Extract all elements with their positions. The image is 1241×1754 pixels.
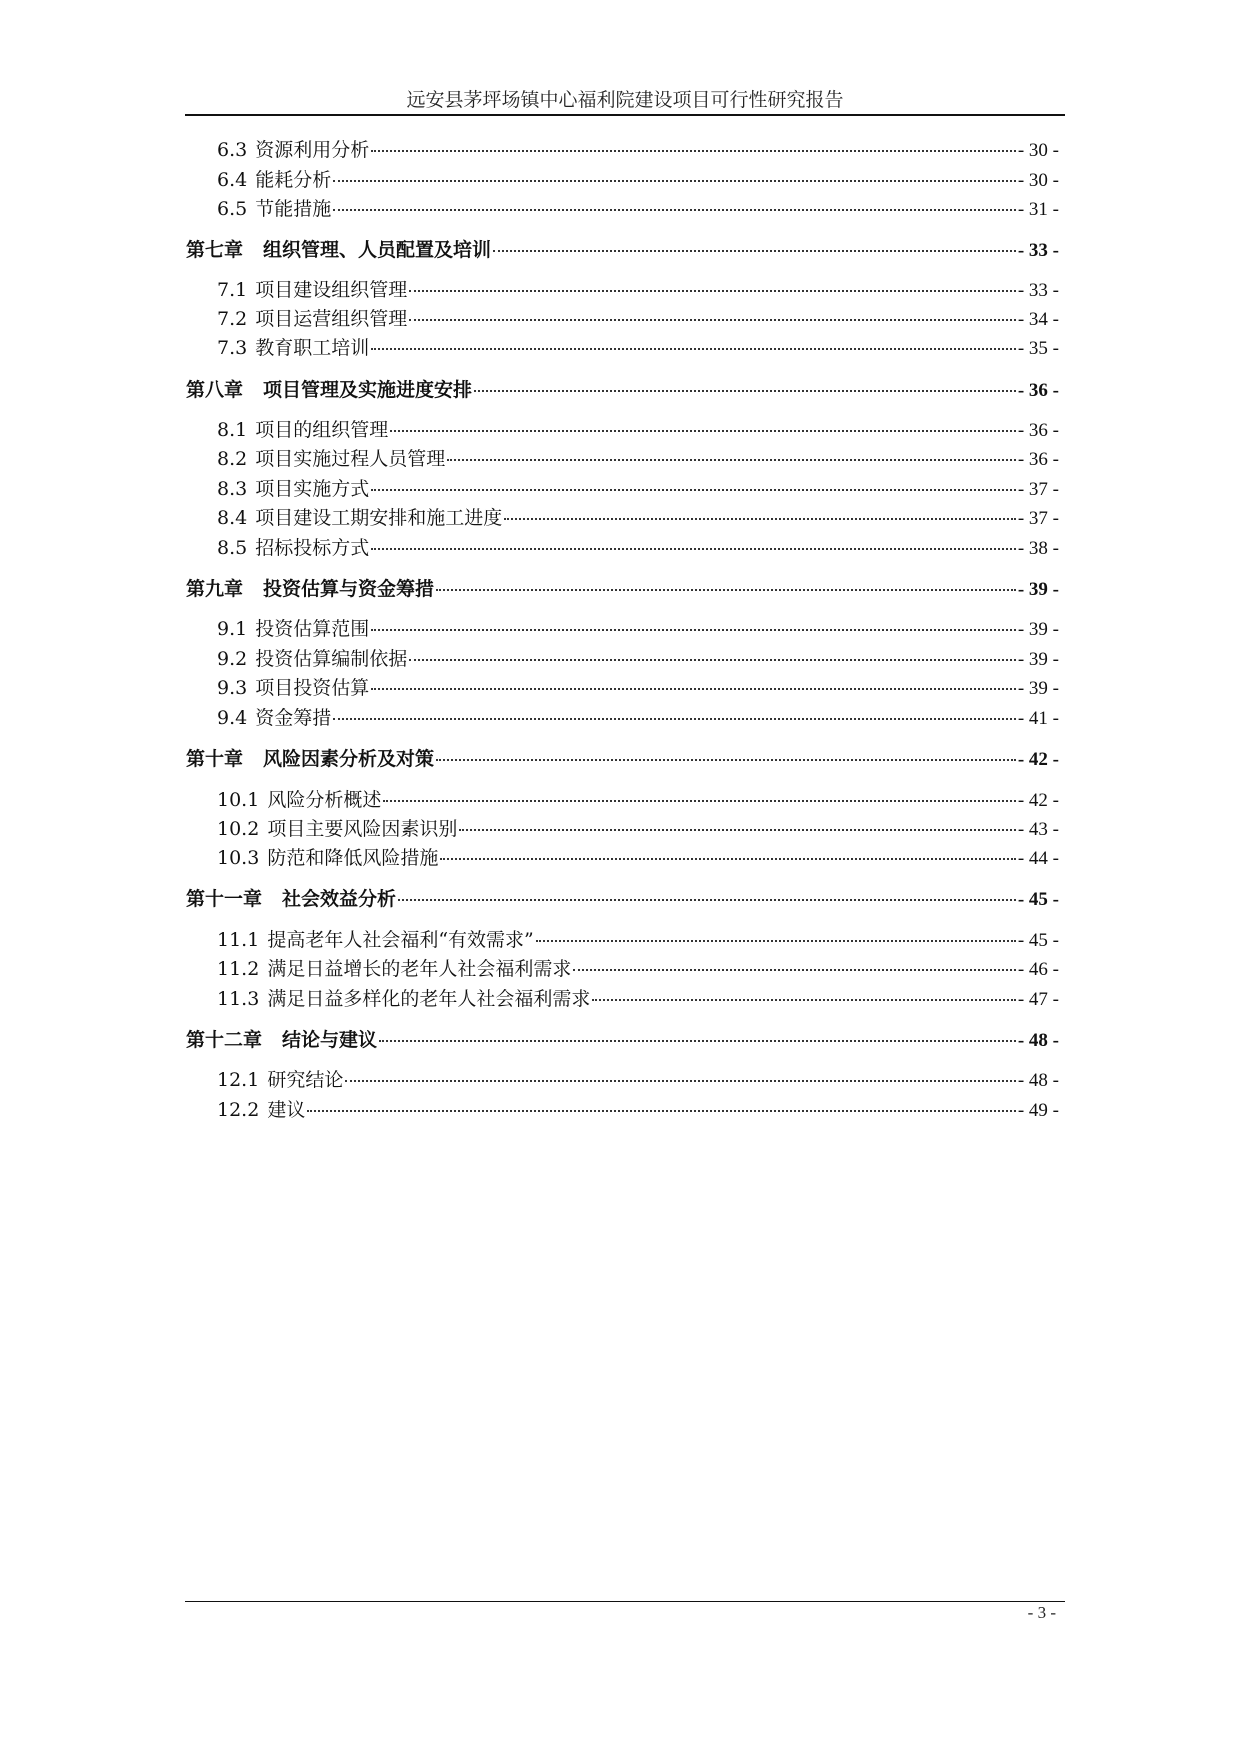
toc-entry-page: - 39 - <box>1017 579 1059 600</box>
toc-dot-leader <box>398 899 1016 901</box>
toc-entry-title: 能耗分析 <box>255 169 332 191</box>
toc-entry-page: - 47 - <box>1017 989 1059 1010</box>
toc-entry-page: - 46 - <box>1017 959 1059 980</box>
toc-entry-number: 12.2 <box>217 1099 260 1121</box>
toc-entry-page: - 38 - <box>1017 538 1059 559</box>
toc-entry-page: - 39 - <box>1017 619 1059 640</box>
toc-entry-title: 建议 <box>267 1099 306 1121</box>
toc-section-entry[interactable] <box>217 674 1059 702</box>
toc-entry-number: 8.4 <box>217 507 248 529</box>
toc-entry-title: 满足日益增长的老年人社会福利需求 <box>267 958 572 980</box>
running-header-title: 远安县茅坪场镇中心福利院建设项目可行性研究报告 <box>406 89 844 111</box>
toc-dot-leader <box>379 1040 1016 1042</box>
toc-entry-page: - 41 - <box>1017 708 1059 729</box>
toc-entry-number: 11.1 <box>217 929 260 951</box>
toc-dot-leader <box>371 489 1016 491</box>
toc-section-entry[interactable] <box>217 475 1059 503</box>
toc-chapter-entry[interactable] <box>186 376 1059 404</box>
toc-dot-leader <box>592 999 1016 1001</box>
toc-entry-title: 防范和降低风险措施 <box>267 847 439 869</box>
toc-dot-leader <box>447 459 1016 461</box>
toc-entry-page: - 36 - <box>1017 449 1059 470</box>
toc-entry-number: 8.5 <box>217 537 248 559</box>
toc-entry-title: 项目建设组织管理 <box>255 279 408 301</box>
toc-section-entry[interactable] <box>217 166 1059 194</box>
toc-entry-title: 投资估算范围 <box>255 618 370 640</box>
toc-section-entry[interactable] <box>217 416 1059 444</box>
toc-entry-page: - 36 - <box>1017 420 1059 441</box>
toc-dot-leader <box>333 209 1016 211</box>
toc-dot-leader <box>536 940 1016 942</box>
toc-entry-page: - 35 - <box>1017 338 1059 359</box>
toc-dot-leader <box>333 180 1016 182</box>
toc-entry-number: 9.3 <box>217 677 248 699</box>
toc-entry-page: - 34 - <box>1017 309 1059 330</box>
toc-entry-number: 11.3 <box>217 988 260 1010</box>
toc-entry-number: 第十章 <box>186 748 244 770</box>
footer-page-number: - 3 - <box>1027 1603 1056 1622</box>
toc-entry-page: - 44 - <box>1017 848 1059 869</box>
toc-chapter-entry[interactable] <box>186 575 1059 603</box>
toc-entry-title: 组织管理、人员配置及培训 <box>263 239 492 261</box>
toc-entry-page: - 48 - <box>1017 1030 1059 1051</box>
toc-dot-leader <box>371 548 1016 550</box>
toc-entry-title: 风险分析概述 <box>267 789 382 811</box>
toc-chapter-entry[interactable] <box>186 236 1059 264</box>
toc-section-entry[interactable] <box>217 445 1059 473</box>
toc-entry-title: 项目建设工期安排和施工进度 <box>255 507 503 529</box>
toc-entry-title: 风险因素分析及对策 <box>263 748 435 770</box>
toc-entry-title: 项目实施方式 <box>255 478 370 500</box>
toc-section-entry[interactable] <box>217 276 1059 304</box>
toc-entry-number: 第七章 <box>186 239 244 261</box>
toc-dot-leader <box>409 319 1016 321</box>
toc-section-entry[interactable] <box>217 645 1059 673</box>
toc-entry-title: 教育职工培训 <box>255 337 370 359</box>
toc-entry-number: 第九章 <box>186 578 244 600</box>
toc-dot-leader <box>307 1110 1016 1112</box>
toc-entry-page: - 42 - <box>1017 790 1059 811</box>
toc-dot-leader <box>436 759 1016 761</box>
toc-entry-number: 8.3 <box>217 478 248 500</box>
toc-entry-number: 6.3 <box>217 139 248 161</box>
toc-entry-page: - 49 - <box>1017 1100 1059 1121</box>
toc-dot-leader <box>459 829 1016 831</box>
toc-entry-page: - 45 - <box>1017 889 1059 910</box>
toc-section-entry[interactable] <box>217 786 1059 814</box>
toc-dot-leader <box>371 688 1016 690</box>
toc-entry-title: 节能措施 <box>255 198 332 220</box>
toc-entry-title: 招标投标方式 <box>255 537 370 559</box>
toc-entry-page: - 30 - <box>1017 170 1059 191</box>
toc-entry-page: - 37 - <box>1017 479 1059 500</box>
toc-entry-title: 项目实施过程人员管理 <box>255 448 446 470</box>
toc-entry-title: 投资估算编制依据 <box>255 648 408 670</box>
toc-entry-title: 项目投资估算 <box>255 677 370 699</box>
toc-entry-page: - 31 - <box>1017 199 1059 220</box>
toc-entry-title: 投资估算与资金筹措 <box>263 578 435 600</box>
toc-entry-page: - 48 - <box>1017 1070 1059 1091</box>
toc-entry-number: 12.1 <box>217 1069 260 1091</box>
toc-dot-leader <box>371 629 1016 631</box>
toc-entry-number: 9.4 <box>217 707 248 729</box>
toc-entry-page: - 30 - <box>1017 140 1059 161</box>
toc-entry-title: 研究结论 <box>267 1069 344 1091</box>
toc-section-entry[interactable] <box>217 195 1059 223</box>
toc-entry-title: 项目运营组织管理 <box>255 308 408 330</box>
toc-entry-number: 8.2 <box>217 448 248 470</box>
toc-entry-page: - 43 - <box>1017 819 1059 840</box>
toc-dot-leader <box>345 1080 1016 1082</box>
toc-entry-number: 7.2 <box>217 308 248 330</box>
toc-dot-leader <box>493 250 1016 252</box>
toc-entry-title: 资源利用分析 <box>255 139 370 161</box>
toc-entry-number: 8.1 <box>217 419 248 441</box>
toc-entry-title: 项目主要风险因素识别 <box>267 818 458 840</box>
toc-section-entry[interactable] <box>217 504 1059 532</box>
toc-dot-leader <box>371 348 1016 350</box>
toc-dot-leader <box>333 718 1016 720</box>
toc-entry-page: - 36 - <box>1017 380 1059 401</box>
toc-entry-page: - 42 - <box>1017 749 1059 770</box>
toc-section-entry[interactable] <box>217 534 1059 562</box>
toc-section-entry[interactable] <box>217 815 1059 843</box>
toc-section-entry[interactable] <box>217 985 1059 1013</box>
toc-entry-number: 10.2 <box>217 818 260 840</box>
toc-entry-number: 9.2 <box>217 648 248 670</box>
toc-entry-number: 7.1 <box>217 279 248 301</box>
toc-entry-page: - 39 - <box>1017 649 1059 670</box>
toc-entry-number: 10.1 <box>217 789 260 811</box>
toc-dot-leader <box>436 589 1016 591</box>
toc-dot-leader <box>390 430 1016 432</box>
footer-rule <box>185 1601 1065 1602</box>
toc-dot-leader <box>440 858 1016 860</box>
toc-entry-number: 9.1 <box>217 618 248 640</box>
toc-dot-leader <box>474 390 1016 392</box>
toc-section-entry[interactable] <box>217 1066 1059 1094</box>
toc-entry-page: - 37 - <box>1017 508 1059 529</box>
toc-section-entry[interactable] <box>217 955 1059 983</box>
toc-entry-title: 项目的组织管理 <box>255 419 389 441</box>
toc-entry-number: 10.3 <box>217 847 260 869</box>
toc-entry-title: 资金筹措 <box>255 707 332 729</box>
toc-dot-leader <box>371 150 1016 152</box>
toc-section-entry[interactable] <box>217 844 1059 872</box>
toc-entry-number: 第十一章 <box>186 888 263 910</box>
toc-chapter-entry[interactable] <box>186 1026 1059 1054</box>
toc-section-entry[interactable] <box>217 926 1059 954</box>
toc-dot-leader <box>504 518 1016 520</box>
toc-entry-number: 6.4 <box>217 169 248 191</box>
toc-section-entry[interactable] <box>217 615 1059 643</box>
toc-entry-title: 提高老年人社会福利“有效需求” <box>267 929 534 951</box>
toc-entry-title: 项目管理及实施进度安排 <box>263 379 473 401</box>
toc-section-entry[interactable] <box>217 334 1059 362</box>
toc-dot-leader <box>573 969 1016 971</box>
toc-chapter-entry[interactable] <box>186 745 1059 773</box>
toc-dot-leader <box>409 659 1016 661</box>
toc-entry-number: 6.5 <box>217 198 248 220</box>
toc-section-entry[interactable] <box>217 704 1059 732</box>
toc-section-entry[interactable] <box>217 136 1059 164</box>
toc-dot-leader <box>383 800 1016 802</box>
toc-entry-page: - 33 - <box>1017 240 1059 261</box>
toc-entry-number: 11.2 <box>217 958 260 980</box>
toc-entry-number: 第十二章 <box>186 1029 263 1051</box>
toc-entry-title: 社会效益分析 <box>282 888 397 910</box>
toc-entry-title: 结论与建议 <box>282 1029 378 1051</box>
toc-entry-page: - 39 - <box>1017 678 1059 699</box>
toc-entry-number: 7.3 <box>217 337 248 359</box>
toc-entry-page: - 33 - <box>1017 280 1059 301</box>
toc-entry-title: 满足日益多样化的老年人社会福利需求 <box>267 988 591 1010</box>
toc-dot-leader <box>409 290 1016 292</box>
toc-section-entry[interactable] <box>217 1096 1059 1124</box>
toc-chapter-entry[interactable] <box>186 885 1059 913</box>
toc-section-entry[interactable] <box>217 305 1059 333</box>
toc-entry-page: - 45 - <box>1017 930 1059 951</box>
toc-entry-number: 第八章 <box>186 379 244 401</box>
